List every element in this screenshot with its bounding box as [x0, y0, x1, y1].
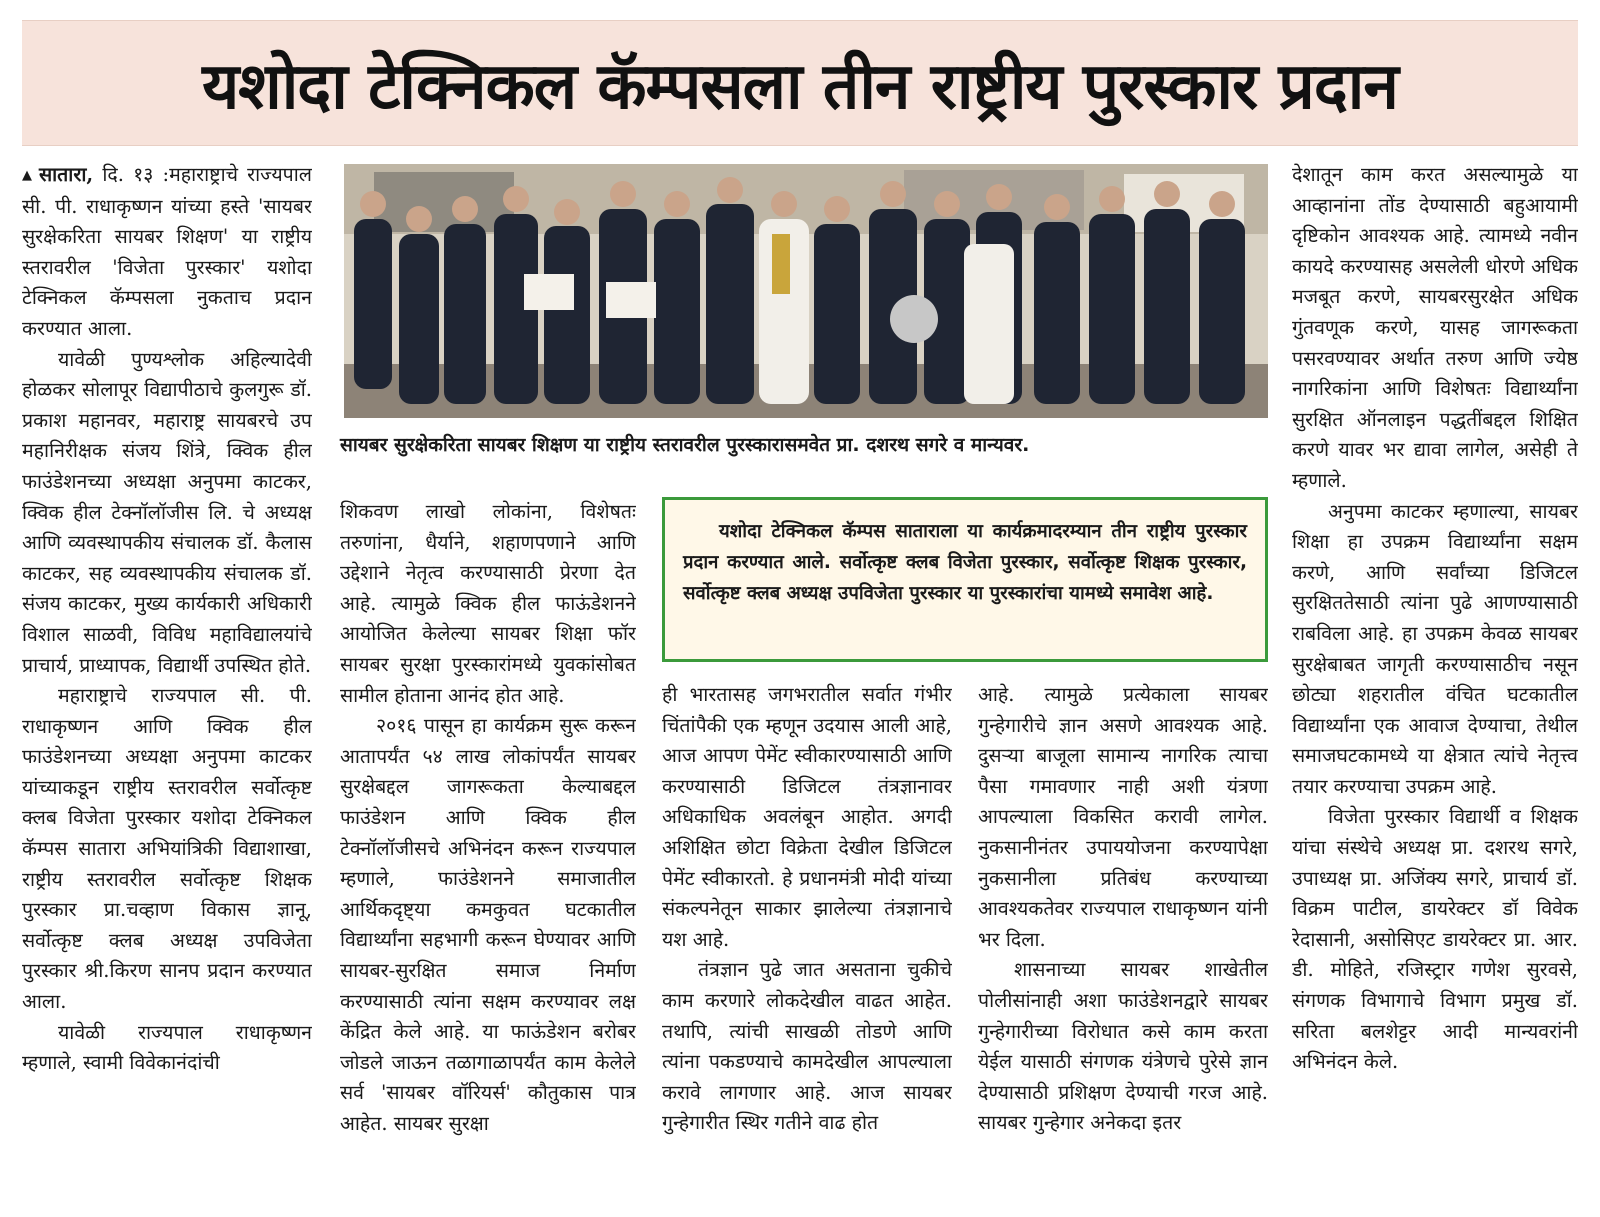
article-paragraph: शासनाच्या सायबर शाखेतील पोलीसांनाही अशा फाउंडेशनद्वारे सायबर गुन्हेगारीच्या विरोधात कसे काम करता येईल यासाठी संगणक यंत्रेणचे पुरेसे ज्ञान देण्यासाठी प्रशिक्षण देण्याची गरज आहे. सायबर गुन्हेगार अनेकदा इतर — [978, 958, 1268, 1135]
article-paragraph: २०१६ पासून हा कार्यक्रम सुरू करून आतापर्यंत ५४ लाख लोकांपर्यंत सायबर सुरक्षेबद्दल जागरूकता केल्याबद्दल फाउंडेशन आणि क्विक हील टेक्नॉलॉजीसचे अभिनंदन करून राज्यपाल म्हणाले, फाउंडेशनने समाजातील आर्थिकदृष्ट्या कमकुवत घटकातील विद्यार्थ्यांना सहभागी करून घेण्यावर आणि सायबर-सुरक्षित समाज निर्माण करण्यासाठी त्यांना सक्षम करण्यावर लक्ष केंद्रित केले आहे. या फाऊंडेशन बरोबर जोडले जाऊन तळागाळापर्यंत काम केलेले सर्व 'सायबर वॉरियर्स' कौतुकास पात्र आहेत. सायबर सुरक्षा — [340, 714, 636, 1135]
article-paragraph: यावेळी पुण्यश्लोक अहिल्यादेवी होळकर सोलापूर विद्यापीठाचे कुलगुरू डॉ. प्रकाश महानवर, महाराष्ट्र सायबरचे उप महानिरीक्षक संजय शिंत्रे, क्विक हील फाउंडेशनच्या अध्यक्षा अनुपमा काटकर, क्विक हील टेक्नॉलॉजीस लि. चे अध्यक्ष आणि व्यवस्थापकीय संचालक डॉ. कैलास काटकर, सह व्यवस्थापकीय संचालक डॉ. संजय काटकर, मुख्य कार्यकारी अधिकारी विशाल साळवी, विविध महाविद्यालयांचे प्राचार्य, प्राध्यापक, विद्यार्थी उपस्थित होते. — [22, 347, 312, 677]
pull-quote-box — [662, 497, 1268, 662]
article-paragraph: ही भारतासह जगभरातील सर्वात गंभीर चिंतांपैकी एक म्हणून उदयास आली आहे, आज आपण पेमेंट स्वीकारण्यासाठी आणि करण्यासाठी डिजिटल तंत्रज्ञानावर अधिकाधिक अवलंबून आहोत. अगदी अशिक्षित छोटा विक्रेता देखील डिजिटल पेमेंट स्वीकारतो. हे प्रधानमंत्री मोदी यांच्या संकल्पनेतून साकार झालेल्या तंत्रज्ञानाचे यश आहे. — [662, 683, 952, 951]
group-photo-image — [344, 164, 1268, 418]
headline: यशोदा टेक्निकल कॅम्पसला तीन राष्ट्रीय पुरस्कार प्रदान — [202, 49, 1398, 124]
article-paragraph: अनुपमा काटकर म्हणाल्या, सायबर शिक्षा हा उपक्रम विद्यार्थ्यांना सक्षम करणे, आणि सर्वांच्या डिजिटल सुरक्षिततेसाठी त्यांना पुढे आणण्यासाठी राबविला आहे. हा उपक्रम केवळ सायबर सुरक्षेबाबत जागृती करण्यासाठीच नसून छोट्या शहरातील वंचित घटकातील विद्यार्थ्यांना एक आवाज देण्याचा, तेथील समाजघटकामध्ये या क्षेत्रात त्यांचे नेतृत्त्व तयार करण्याचा उपक्रम आहे. — [1292, 499, 1578, 798]
article-paragraph: आहे. त्यामुळे प्रत्येकाला सायबर गुन्हेगारीचे ज्ञान असणे आवश्यक आहे. दुसऱ्या बाजूला सामान्य नागरिक त्याचा पैसा गमावणार नाही अशी यंत्रणा आपल्याला विकसित करावी लागेल. नुकसानीनंतर उपाययोजना करण्यापेक्षा नुकसानीला प्रतिबंध करण्याच्या आवश्यकतेवर राज्यपाल राधाकृष्णन यांनी भर दिला. — [978, 683, 1268, 951]
paragraph-text: दि. १३ :महाराष्ट्राचे राज्यपाल सी. पी. राधाकृष्णन यांच्या हस्ते 'सायबर सुरक्षेकरिता सायबर शिक्षण' या राष्ट्रीय स्तरावरील 'विजेता पुरस्कार' यशोदा टेक्निकल कॅम्पसला नुकताच प्रदान करण्यात आला. — [22, 163, 312, 340]
article-paragraph: शिकवण लाखो लोकांना, विशेषतः तरुणांना, धैर्याने, शहाणपणाने आणि उद्देशाने नेतृत्व करण्यासाठी प्रेरणा देत आहे. त्यामुळे क्विक हील फाऊंडेशनने आयोजित केलेल्या सायबर शिक्षा फॉर सायबर सुरक्षा पुरस्कारांमध्ये युवकांसोबत सामील होताना आनंद होत आहे. — [340, 500, 636, 707]
article-column-3 — [662, 680, 952, 1210]
news-photo — [344, 164, 1268, 418]
article-paragraph: महाराष्ट्राचे राज्यपाल सी. पी. राधाकृष्णन आणि क्विक हील फाउंडेशनच्या अध्यक्षा अनुपमा काटकर यांच्याकडून राष्ट्रीय स्तरावरील सर्वोत्कृष्ट क्लब विजेता पुरस्कार यशोदा टेक्निकल कॅम्पस सातारा अभियांत्रिकी विद्याशाखा, राष्ट्रीय स्तरावरील सर्वोत्कृष्ट शिक्षक पुरस्कार प्रा.चव्हाण विकास ज्ञानू, सर्वोत्कृष्ट क्लब अध्यक्ष उपविजेता पुरस्कार श्री.किरण सानप प्रदान करण्यात आला. — [22, 684, 312, 1014]
article-column-5 — [1292, 160, 1578, 1210]
article-paragraph: यावेळी राज्यपाल राधाकृष्णन म्हणाले, स्वामी विवेकानंदांची — [22, 1020, 312, 1075]
article-column-1 — [22, 160, 312, 1210]
photo-caption: सायबर सुरक्षेकरिता सायबर शिक्षण या राष्ट्रीय स्तरावरील पुरस्कारासमवेत प्रा. दशरथ सगरे व मान्यवर. — [340, 434, 1030, 456]
headline-band — [22, 20, 1578, 146]
article-paragraph — [22, 160, 312, 345]
article-paragraph: विजेता पुरस्कार विद्यार्थी व शिक्षक यांचा संस्थेचे अध्यक्ष प्रा. दशरथ सगरे, उपाध्यक्ष प्रा. अजिंक्य सगरे, प्राचार्य डॉ. विक्रम पाटील, डायरेक्टर डॉ विवेक रेदासानी, असोसिएट डायरेक्टर प्रा. आर. डी. मोहिते, रजिस्ट्रार गणेश सुरवसे, संगणक विभागाचे विभाग प्रमुख डॉ. सरिता बलशेट्टर आदी मान्यवरांनी अभिनंदन केले. — [1292, 805, 1578, 1074]
article-paragraph: तंत्रज्ञान पुढे जात असताना चुकीचे काम करणारे लोकदेखील वाढत आहेत. तथापि, त्यांची साखळी तोडणे आणि त्यांना पकडण्याचे कामदेखील आपल्याला करावे लागणार आहे. आज सायबर गुन्हेगारीत स्थिर गतीने वाढ होत — [662, 958, 952, 1135]
dateline: सातारा, — [38, 163, 94, 186]
article-column-2 — [340, 497, 636, 1210]
article-paragraph: देशातून काम करत असल्यामुळे या आव्हानांना तोंड देण्यासाठी बहुआयामी दृष्टिकोन आवश्यक आहे. त्यामध्ये नवीन कायदे करण्यासह असलेली धोरणे अधिक मजबूत करणे, सायबरसुरक्षेत अधिक गुंतवणूक करणे, यासह जागरूकता पसरवण्यावर अर्थात तरुण आणि ज्येष्ठ नागरिकांना आणि विशेषतः विद्यार्थ्यांना सुरक्षित ऑनलाइन पद्धतींबद्दल शिक्षित करणे यावर भर द्यावा लागेल, असेही ते म्हणाले. — [1292, 163, 1578, 492]
triangle-icon: ▲ — [22, 168, 35, 183]
article-column-4 — [978, 680, 1268, 1210]
pull-quote-text: यशोदा टेक्निकल कॅम्पस साताराला या कार्यक्रमादरम्यान तीन राष्ट्रीय पुरस्कार प्रदान करण्यात आले. सर्वोत्कृष्ट क्लब विजेता पुरस्कार, सर्वोत्कृष्ट शिक्षक पुरस्कार, सर्वोत्कृष्ट क्लब अध्यक्ष उपविजेता पुरस्कार या पुरस्कारांचा यामध्ये समावेश आहे. — [683, 521, 1247, 604]
